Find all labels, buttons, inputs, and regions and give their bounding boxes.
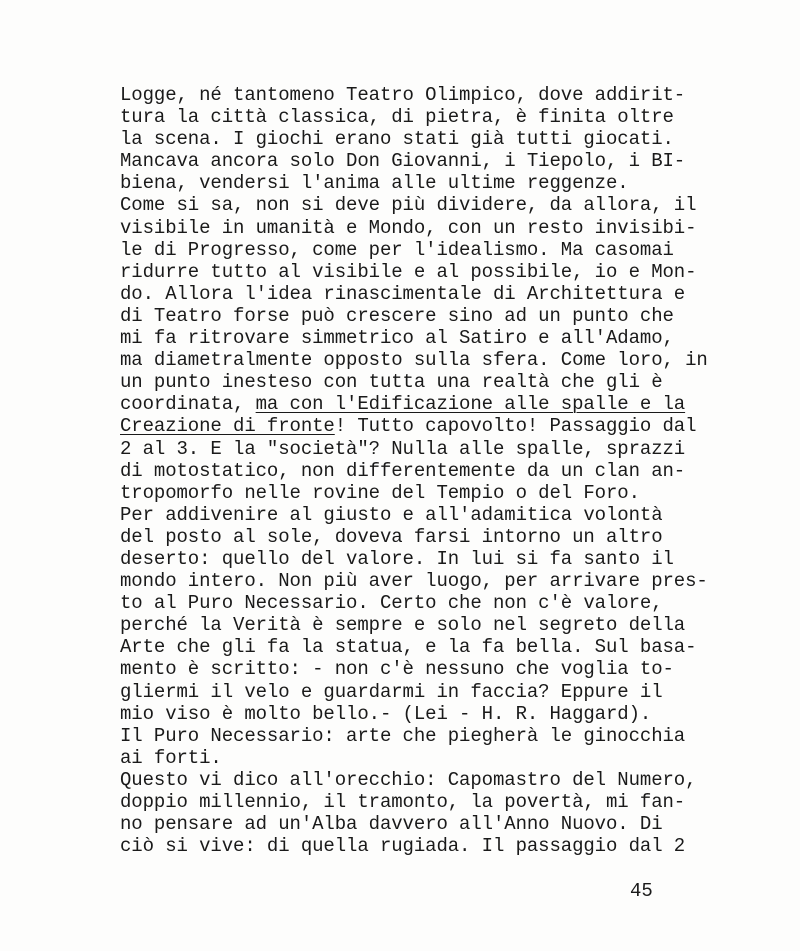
text-line: doppio millennio, il tramonto, la povertà, mi fan- xyxy=(120,791,686,813)
text-line: tura la città classica, di pietra, è finita oltre xyxy=(120,106,674,129)
text-line: biena, vendersi l'anima alle ultime reggenze. xyxy=(120,172,629,195)
text-segment: ! Tutto capovolto! Passaggio dal xyxy=(334,415,697,438)
text-line: mondo intero. Non più aver luogo, per arrivare pres- xyxy=(120,570,708,593)
text-line: 2 al 3. E la "società"? Nulla alle spalle, sprazzi xyxy=(120,437,686,460)
text-line: di Teatro forse può crescere sino ad un punto che xyxy=(120,304,674,327)
text-line: deserto: quello del valore. In lui si fa santo il xyxy=(120,547,674,570)
text-line: gliermi il velo e guardarmi in faccia? Eppure il xyxy=(120,680,663,703)
text-line xyxy=(120,415,697,438)
underlined-phrase: ma con l'Edificazione alle spalle e la xyxy=(255,393,686,416)
text-line: Logge, né tantomeno Teatro Olimpico, dove addirit- xyxy=(120,84,686,106)
underlined-phrase: Creazione di fronte xyxy=(120,415,335,438)
text-line: ciò si vive: di quella rugiada. Il passaggio dal 2 xyxy=(120,835,686,858)
text-line: mento è scritto: - non c'è nessuno che voglia to- xyxy=(120,658,674,681)
text-line: to al Puro Necessario. Certo che non c'è valore, xyxy=(120,592,663,615)
text-line: ma diametralmente opposto sulla sfera. Come loro, in xyxy=(120,349,708,372)
text-line: perché la Verità è sempre e solo nel segreto della xyxy=(120,614,686,637)
text-segment: coordinata, xyxy=(120,393,256,416)
text-line: del posto al sole, doveva farsi intorno un altro xyxy=(120,525,663,548)
body-text xyxy=(120,84,708,858)
text-line: tropomorfo nelle rovine del Tempio o del Foro. xyxy=(120,481,640,504)
text-line: un punto inesteso con tutta una realtà che gli è xyxy=(120,371,663,394)
text-line: visibile in umanità e Mondo, con un resto invisibi- xyxy=(120,216,697,239)
text-line: Arte che gli fa la statua, e la fa bella. Sul basa- xyxy=(120,636,697,659)
page-number: 45 xyxy=(630,880,653,902)
text-line: la scena. I giochi erano stati già tutti giocati. xyxy=(120,128,674,151)
text-line: ridurre tutto al visibile e al possibile, io e Mon- xyxy=(120,260,697,283)
text-line: ai forti. xyxy=(120,746,222,769)
text-line: Mancava ancora solo Don Giovanni, i Tiepolo, i BI- xyxy=(120,150,686,173)
text-line xyxy=(120,393,686,416)
text-line: Il Puro Necessario: arte che piegherà le ginocchia xyxy=(120,724,686,747)
text-line: no pensare ad un'Alba davvero all'Anno Nuovo. Di xyxy=(120,813,663,836)
text-line: Questo vi dico all'orecchio: Capomastro del Numero, xyxy=(120,768,697,791)
text-line: do. Allora l'idea rinascimentale di Architettura e xyxy=(120,282,686,305)
text-line: di motostatico, non differentemente da un clan an- xyxy=(120,459,686,482)
text-line: Per addivenire al giusto e all'adamitica volontà xyxy=(120,503,663,526)
text-line: mio viso è molto bello.- (Lei - H. R. Haggard). xyxy=(120,702,652,725)
text-line: le di Progresso, come per l'idealismo. Ma casomai xyxy=(120,238,674,261)
text-line: mi fa ritrovare simmetrico al Satiro e all'Adamo, xyxy=(120,327,674,350)
text-line: Come si sa, non si deve più dividere, da allora, il xyxy=(120,194,697,217)
